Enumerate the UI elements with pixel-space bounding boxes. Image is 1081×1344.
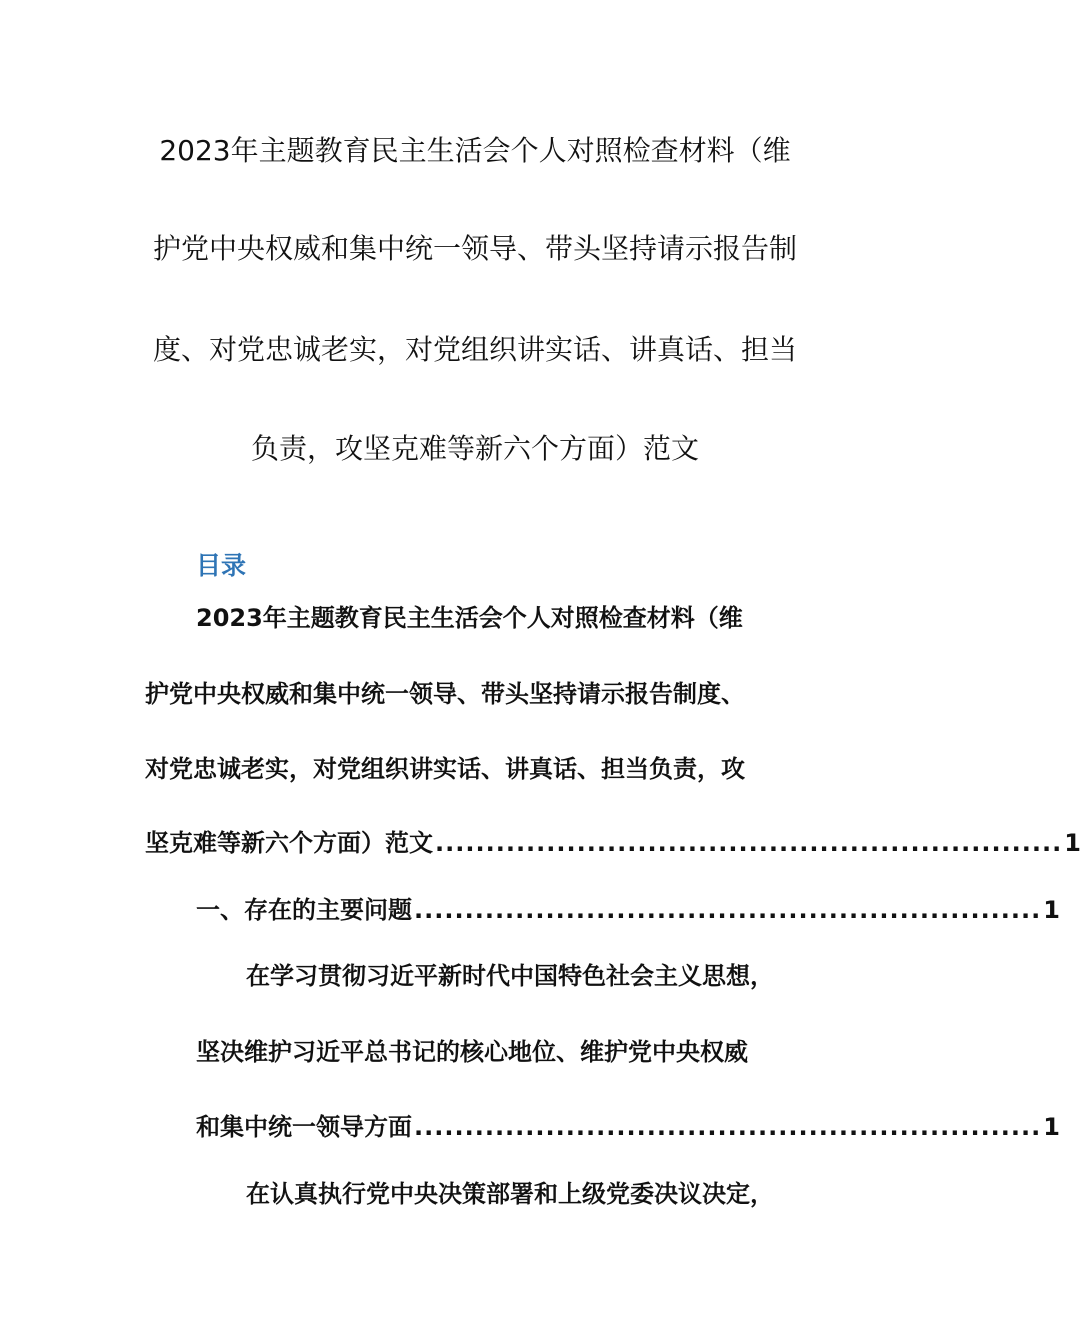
- toc-entry-problems[interactable]: [196, 892, 1060, 928]
- toc-entry-title-line-3: 对党忠诚老实，对党组织讲实话、讲真话、担当负责，攻: [145, 755, 745, 783]
- toc-entry-study-text: 和集中统一领导方面: [196, 1113, 412, 1141]
- toc-page-number: 1: [1064, 829, 1081, 857]
- toc-leader-dots: ..............................................................: [414, 896, 1042, 924]
- toc-page-number: 1: [1043, 1113, 1060, 1141]
- title-line-4: 负责，攻坚克难等新六个方面）范文: [250, 432, 699, 465]
- toc-entry-title-line-2: 护党中央权威和集中统一领导、带头坚持请示报告制度、: [145, 680, 745, 708]
- title-line-2: 护党中央权威和集中统一领导、带头坚持请示报告制: [152, 232, 797, 265]
- toc-entry-study-last-line: [196, 1109, 1060, 1145]
- toc-entry-execution-line-1: 在认真执行党中央决策部署和上级党委决议决定，: [246, 1180, 774, 1208]
- toc-leader-dots: ..............................................................: [435, 829, 1063, 857]
- title-line-1: 2023年主题教育民主生活会个人对照检查材料（维: [159, 134, 791, 167]
- toc-page-number: 1: [1043, 896, 1060, 924]
- toc-entry-title-text: 坚克难等新六个方面）范文: [145, 829, 433, 857]
- toc-entry-study-line-2: 坚决维护习近平总书记的核心地位、维护党中央权威: [196, 1038, 748, 1066]
- toc-entry-title-line-1: 2023年主题教育民主生活会个人对照检查材料（维: [196, 604, 743, 632]
- toc-entry-study-line-1: 在学习贯彻习近平新时代中国特色社会主义思想，: [246, 962, 774, 990]
- toc-heading: 目录: [196, 551, 247, 580]
- toc-entry-problems-text: 一、存在的主要问题: [196, 896, 412, 924]
- title-line-3: 度、对党忠诚老实，对党组织讲实话、讲真话、担当: [152, 333, 797, 366]
- toc-entry-title-last-line: [145, 825, 1081, 861]
- toc-leader-dots: ..............................................................: [414, 1113, 1042, 1141]
